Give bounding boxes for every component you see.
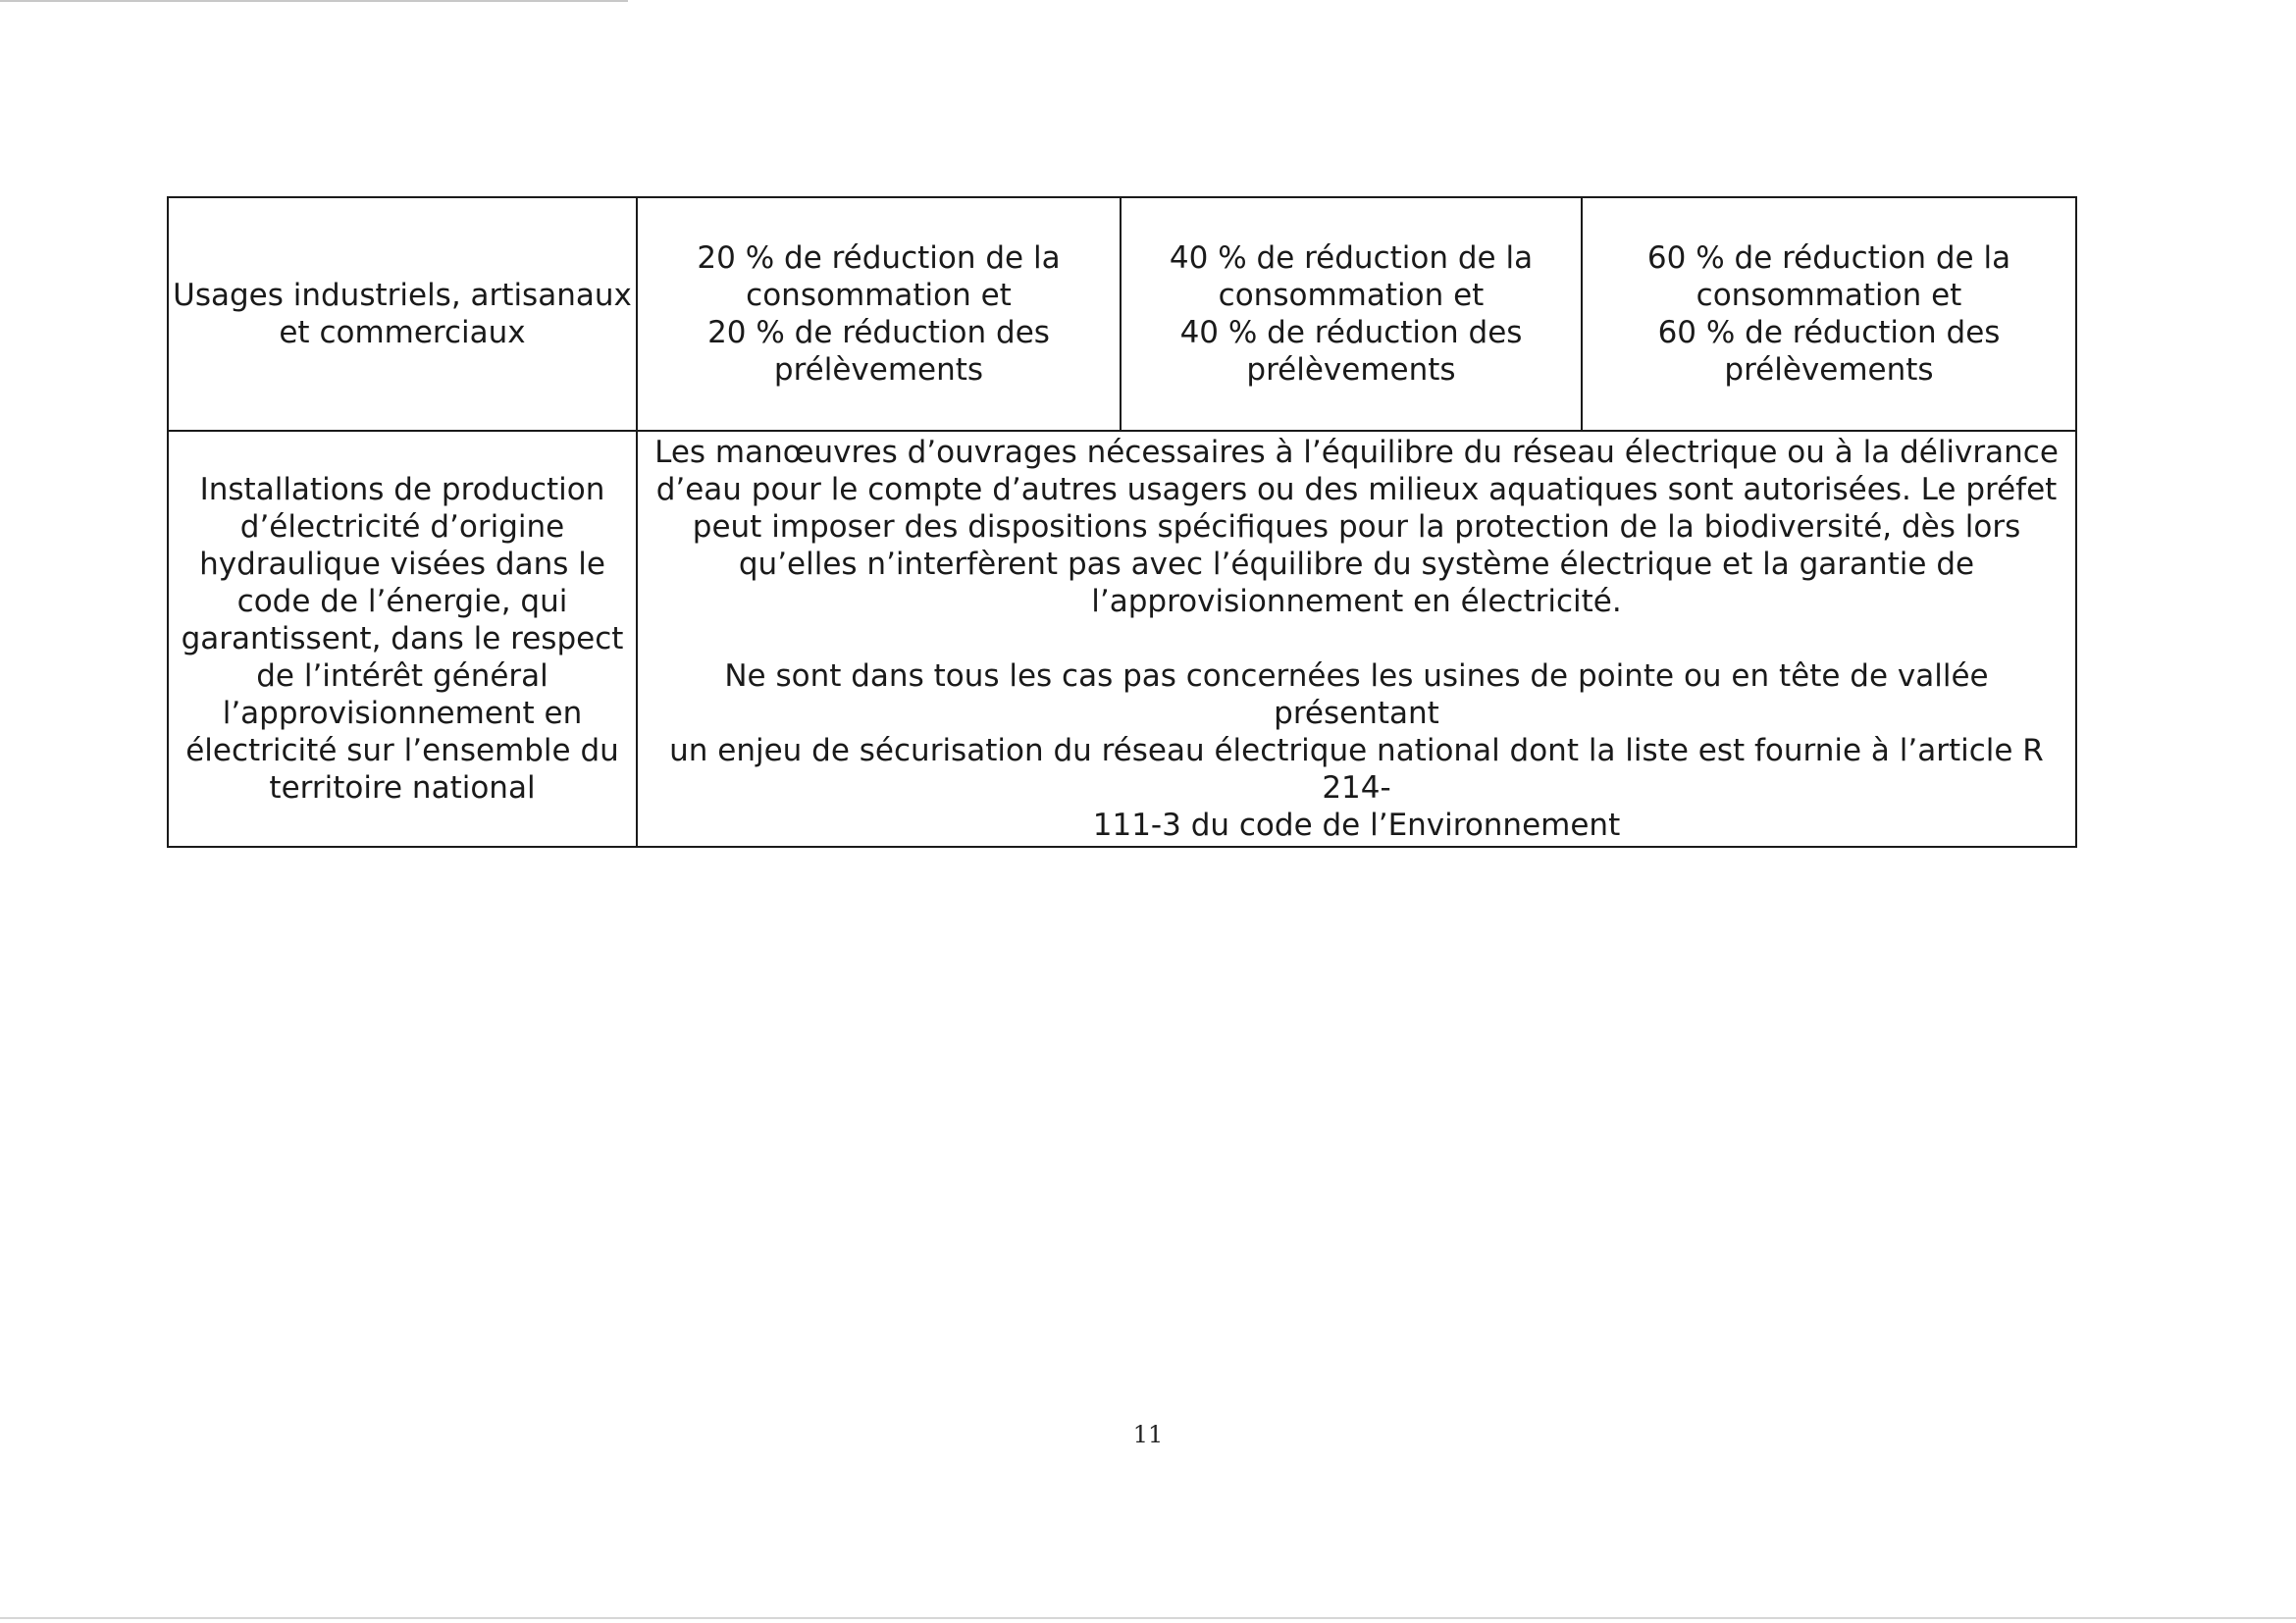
usage-label: Installations de production d’électricité d’origine hydraulique visées dans le code de l’énergie, qui garantissent, dans le respect de l’intérêt général l’approvisionnement en électricité sur l’ensemble du territoire national [181, 472, 624, 806]
cell-hydro-measures [637, 431, 2076, 847]
level-3-measure: 60 % de réduction de la consommation et 60 % de réduction des prélèvements [1646, 240, 2011, 388]
cell-level-3 [1582, 197, 2076, 431]
scan-edge-top [0, 0, 628, 2]
scan-edge-bottom [0, 1617, 2296, 1619]
restriction-table [167, 196, 2077, 848]
level-1-measure: 20 % de réduction de la consommation et 20 % de réduction des prélèvements [697, 240, 1061, 388]
cell-usage-hydro [168, 431, 637, 847]
level-2-measure: 40 % de réduction de la consommation et 40 % de réduction des prélèvements [1169, 240, 1534, 388]
cell-level-2 [1121, 197, 1582, 431]
table-row-hydro [168, 431, 2076, 847]
hydro-measure-paragraph-2: Ne sont dans tous les cas pas concernées les usines de pointe ou en tête de vallée présentant un enjeu de sécurisation du réseau électrique national dont la liste est fournie à l’article R 214- 111-3 du code de l’Environnement [669, 658, 2044, 843]
page-number: 11 [1132, 1421, 1164, 1448]
cell-level-1 [637, 197, 1121, 431]
usage-label: Usages industriels, artisanaux et commerciaux [173, 278, 632, 350]
hydro-measure-paragraph-1: Les manœuvres d’ouvrages nécessaires à l’équilibre du réseau électrique ou à la délivrance d’eau pour le compte d’autres usagers ou des milieux aquatiques sont autorisées. Le préfet peut imposer des dispositions spécifiques pour la protection de la biodiversité, dès lors qu’elles n’interfèrent pas avec l’équilibre du système électrique et la garantie de l’approvisionnement en électricité. [654, 435, 2059, 619]
cell-usage-industrial [168, 197, 637, 431]
table-row-industrial [168, 197, 2076, 431]
